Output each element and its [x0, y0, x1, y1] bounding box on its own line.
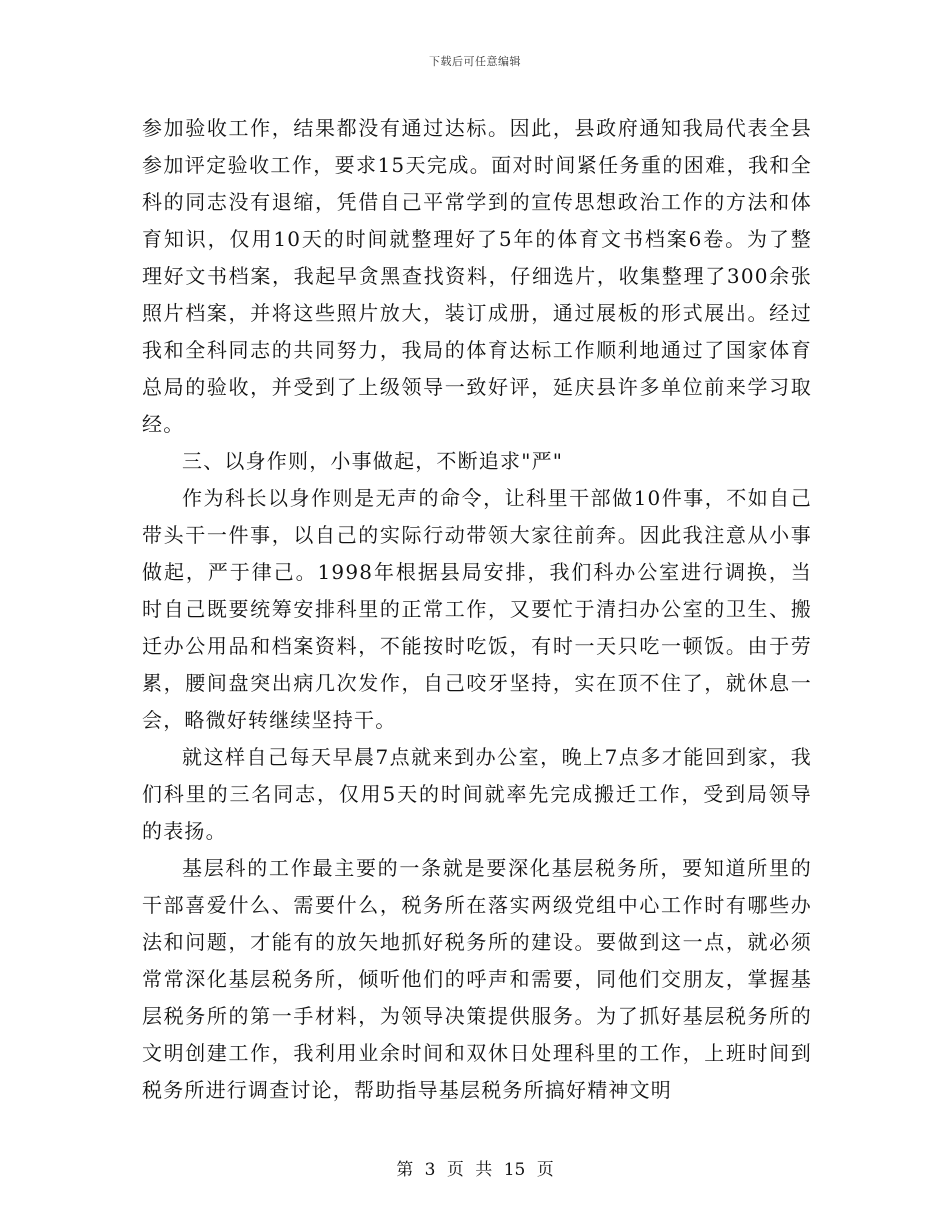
paragraph-lead-by-example: 作为科长以身作则是无声的命令，让科里干部做10件事，不如自己带头干一件事，以自己的实际行动带领大家往前奔。因此我注意从小事做起，严于律己。1998年根据县局安排，我们科办公室进行调换，当时自己既要统筹安排科里的正常工作，又要忙于清扫办公室的卫生、搬迁办公用品和档案资料，不能按时吃饭，有时一天只吃一顿饭。由于劳累，腰间盘突出病几次发作，自己咬牙坚持，实在顶不住了，就休息一会，略微好转继续坚持干。 [142, 486, 812, 732]
page-number-footer: 第 3 页 共 15 页 [396, 1160, 554, 1180]
page-header: 下载后可任意编辑 [429, 55, 521, 68]
section-heading-lead-by-example: 三、以身作则，小事做起，不断追求"严" [182, 449, 564, 473]
paragraph-grassroots-work: 基层科的工作最主要的一条就是要深化基层税务所，要知道所里的干部喜爱什么、需要什么，税务所在落实两级党组中心工作时有哪些办法和问题，才能有的放矢地抓好税务所的建设。要做到这一点，就必须常常深化基层税务所，倾听他们的呼声和需要，同他们交朋友，掌握基层税务所的第一手材料，为领导决策提供服务。为了抓好基层税务所的文明创建工作，我利用业余时间和双休日处理科里的工作，上班时间到税务所进行调查讨论，帮助指导基层税务所搞好精神文明 [142, 856, 812, 1102]
paragraph-relocation: 就这样自己每天早晨7点就来到办公室，晚上7点多才能回到家，我们科里的三名同志，仅用5天的时间就率先完成搬迁工作，受到局领导的表扬。 [142, 745, 812, 843]
document-body [142, 110, 812, 1109]
paragraph-acceptance-work: 参加验收工作，结果都没有通过达标。因此，县政府通知我局代表全县参加评定验收工作，要求15天完成。面对时间紧任务重的困难，我和全科的同志没有退缩，凭借自己平常学到的宣传思想政治工作的方法和体育知识，仅用10天的时间就整理好了5年的体育文书档案6卷。为了整理好文书档案，我起早贪黑查找资料，仔细选片，收集整理了300余张照片档案，并将这些照片放大，装订成册，通过展板的形式展出。经过我和全科同志的共同努力，我局的体育达标工作顺利地通过了国家体育总局的验收，并受到了上级领导一致好评，延庆县许多单位前来学习取经。 [142, 116, 812, 436]
